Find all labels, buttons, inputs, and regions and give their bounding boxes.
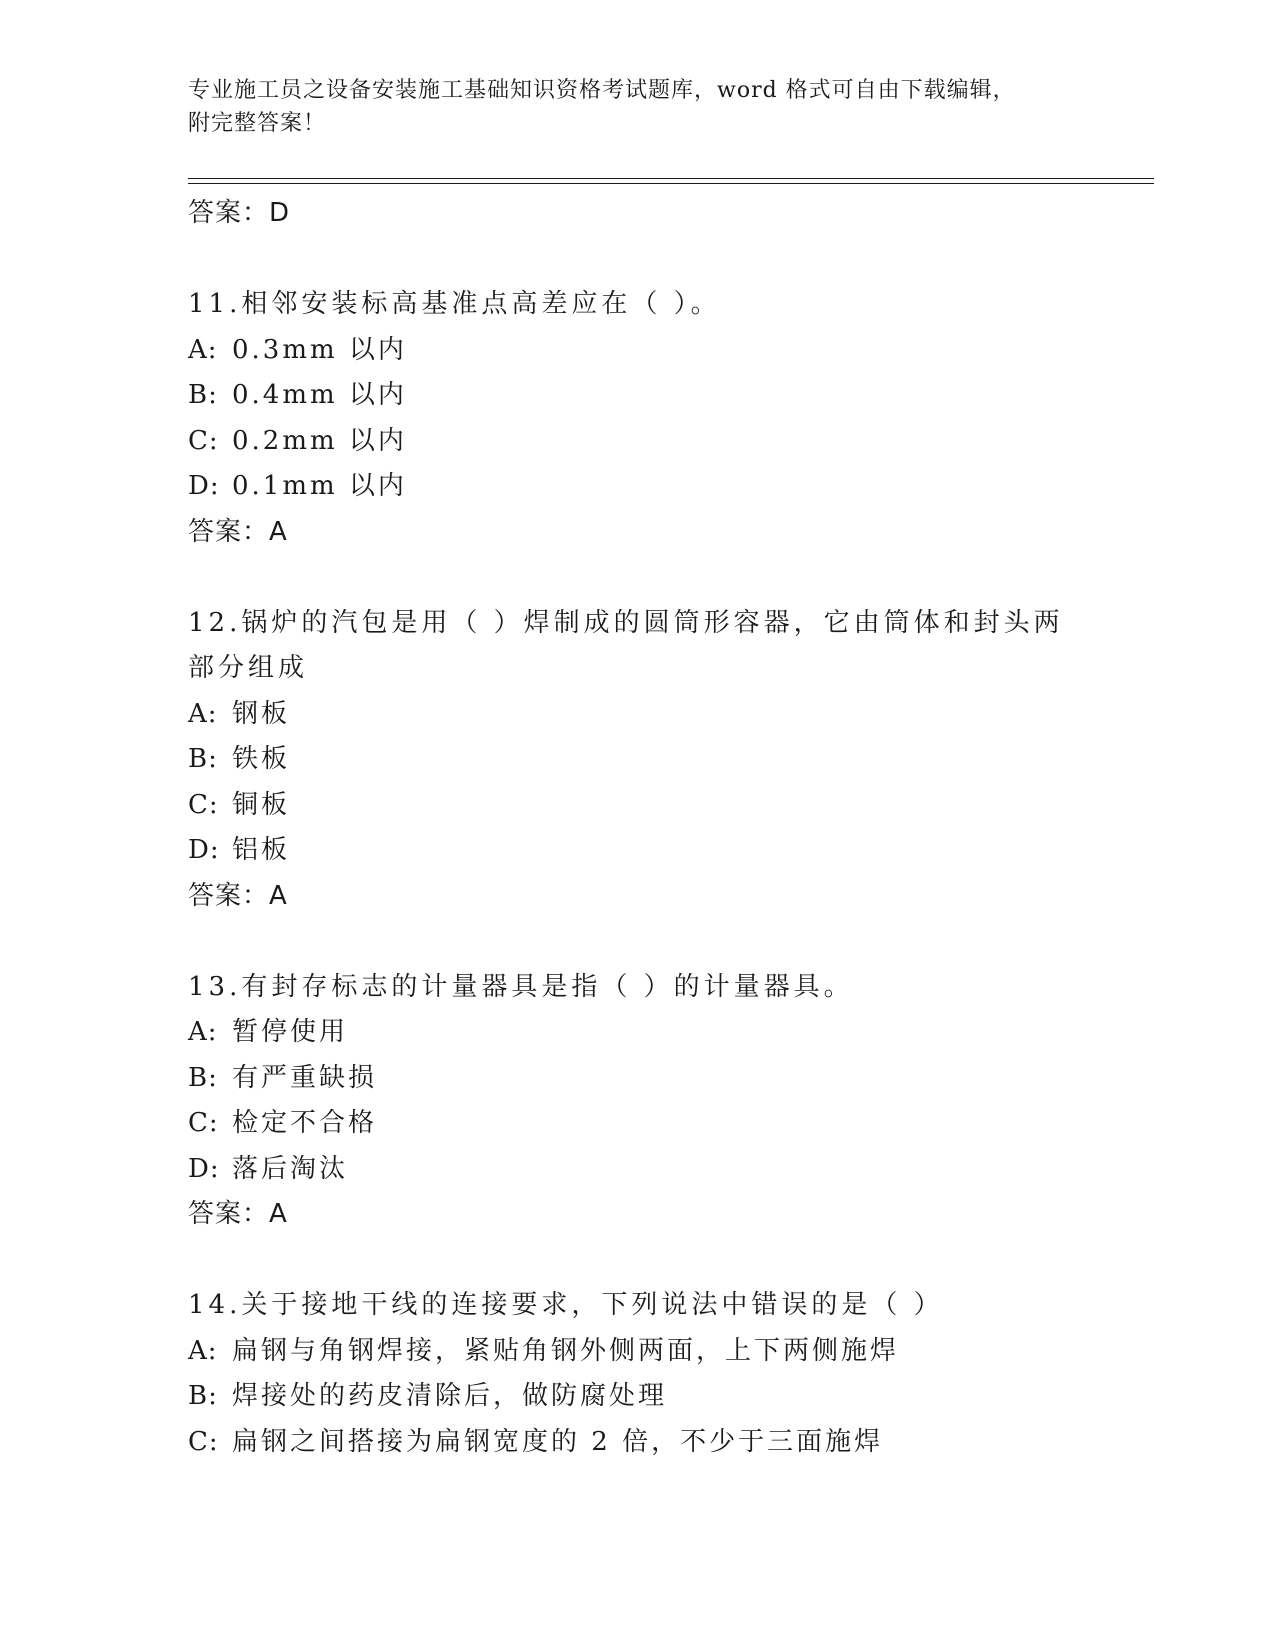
question-block [188,965,1148,1238]
option-key: B: [188,1381,218,1411]
option-text: 扁钢与角钢焊接，紧贴角钢外侧两面，上下两侧施焊 [232,1335,900,1366]
option-b [188,373,1148,419]
question-block [188,1283,1148,1465]
option-text: 落后淘汰 [232,1153,349,1184]
option-c [188,1101,1148,1147]
option-a [188,328,1148,374]
option-key: D: [188,471,220,501]
option-text: 扁钢之间搭接为扁钢宽度的 2 倍，不少于三面施焊 [232,1426,884,1457]
spacer [188,1238,1148,1284]
option-text: 检定不合格 [232,1108,378,1138]
answer-value: A [269,1199,288,1229]
header-line-1: 专业施工员之设备安装施工基础知识资格考试题库，word 格式可自由下载编辑， [188,78,1016,103]
question-list [188,191,1148,1465]
option-a [188,1329,1148,1375]
option-d [188,1147,1148,1193]
answer-line [188,191,1148,237]
answer-label: 答案： [188,880,270,911]
answer-line [188,1192,1148,1238]
option-b [188,1374,1148,1420]
document-header [188,74,1088,140]
answer-label: 答案： [188,198,270,228]
option-key: A: [188,1335,218,1366]
option-key: A: [188,1017,218,1047]
option-key: B: [188,744,218,774]
option-key: A: [188,334,218,365]
option-key: D: [188,835,220,865]
option-text: 有严重缺损 [232,1062,378,1093]
spacer [188,237,1148,283]
option-text: 铜板 [232,789,291,820]
option-text: 铁板 [232,744,291,774]
answer-value: A [269,880,288,911]
option-text: 0.4mm 以内 [232,380,407,410]
question-block [188,282,1148,555]
option-a [188,1010,1148,1056]
option-c [188,783,1148,829]
answer-label: 答案： [188,1199,270,1229]
option-key: C: [188,789,219,820]
option-key: C: [188,1426,219,1457]
option-a [188,692,1148,738]
option-key: C: [188,1108,219,1138]
option-key: C: [188,425,219,456]
option-text: 暂停使用 [232,1017,349,1047]
option-d [188,464,1148,510]
spacer [188,555,1148,601]
option-key: B: [188,380,218,410]
answer-line [188,874,1148,920]
question-text: 13.有封存标志的计量器具是指（ ）的计量器具。 [188,971,854,1002]
option-text: 焊接处的药皮清除后，做防腐处理 [232,1381,668,1411]
answer-value: D [269,198,291,228]
option-b [188,737,1148,783]
option-d [188,828,1148,874]
option-text: 0.2mm 以内 [232,425,407,456]
option-text: 钢板 [232,698,291,729]
question-block [188,601,1148,920]
option-text: 0.3mm 以内 [232,334,407,365]
answer-line [188,510,1148,556]
question-text: 12.锅炉的汽包是用（ ）焊制成的圆筒形容器，它由筒体和封头两部分组成 [188,607,1064,683]
header-divider-top [188,178,1154,179]
option-c [188,419,1148,465]
option-b [188,1056,1148,1102]
question-text: 14.关于接地干线的连接要求，下列说法中错误的是（ ） [188,1290,944,1320]
option-key: A: [188,698,218,729]
spacer [188,919,1148,965]
option-text: 铝板 [232,835,291,865]
header-divider-bottom [188,183,1154,184]
answer-value: A [269,516,288,547]
option-key: B: [188,1062,218,1093]
option-text: 0.1mm 以内 [232,471,407,501]
answer-label: 答案： [188,516,270,547]
header-line-2: 附完整答案！ [188,111,327,136]
option-c [188,1420,1148,1466]
option-key: D: [188,1153,220,1184]
question-text: 11.相邻安装标高基准点高差应在（ ）。 [188,289,721,319]
